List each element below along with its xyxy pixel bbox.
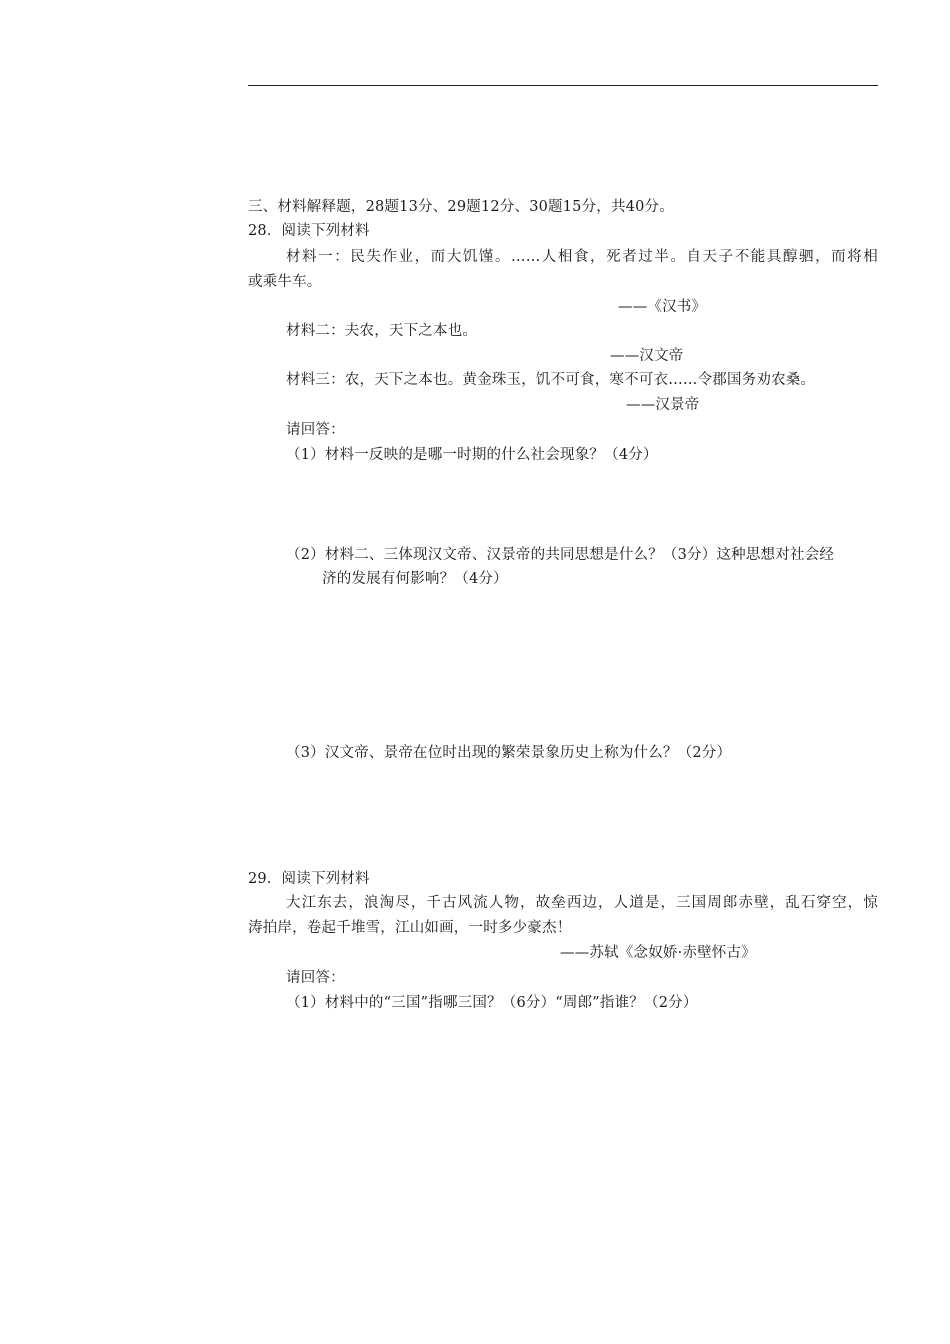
- q28-material2: 材料二：夫农，天下之本也。: [286, 323, 478, 339]
- q29-poem-line2: 涛拍岸，卷起千堆雪，江山如画，一时多少豪杰！: [248, 920, 572, 936]
- q28-subquestion-2-line2: 济的发展有何影响？（4分）: [322, 571, 508, 587]
- q28-material1-line2: 或乘牛车。: [248, 274, 322, 290]
- q29-poem-line1: 大江东去，浪淘尽，千古风流人物，故垒西边，人道是，三国周郎赤壁，乱石穿空，惊: [286, 895, 878, 911]
- q28-subquestion-3: （3）汉文帝、景帝在位时出现的繁荣景象历史上称为什么？（2分）: [286, 745, 732, 761]
- q29-heading: 29．阅读下列材料: [248, 871, 370, 887]
- q28-material2-source: ——汉文帝: [610, 348, 684, 364]
- q29-poem-source: ——苏轼《念奴娇·赤壁怀古》: [560, 945, 756, 961]
- q28-material1-line1: 材料一：民失作业，而大饥馑。……人相食，死者过半。自天子不能具醇驷，而将相: [286, 249, 878, 265]
- q28-material3-source: ——汉景帝: [626, 397, 700, 413]
- q29-prompt: 请回答：: [286, 970, 345, 986]
- q28-heading: 28．阅读下列材料: [248, 223, 370, 239]
- q28-subquestion-2-line1: （2）材料二、三体现汉文帝、汉景帝的共同思想是什么？（3分）这种思想对社会经: [286, 547, 835, 563]
- q28-prompt: 请回答：: [286, 422, 345, 438]
- q28-subquestion-1: （1）材料一反映的是哪一时期的什么社会现象？（4分）: [286, 447, 658, 463]
- header-rule: [248, 85, 878, 86]
- q29-subquestion-1: （1）材料中的“三国”指哪三国？（6分）“周郎”指谁？（2分）: [286, 995, 698, 1011]
- section-header: 三、材料解释题，28题13分、29题12分、30题15分，共40分。: [248, 199, 674, 215]
- q28-material1-source: ——《汉书》: [618, 299, 707, 315]
- q28-material3: 材料三：农，天下之本也。黄金珠玉，饥不可食，寒不可衣……令郡国务劝农桑。: [286, 372, 816, 388]
